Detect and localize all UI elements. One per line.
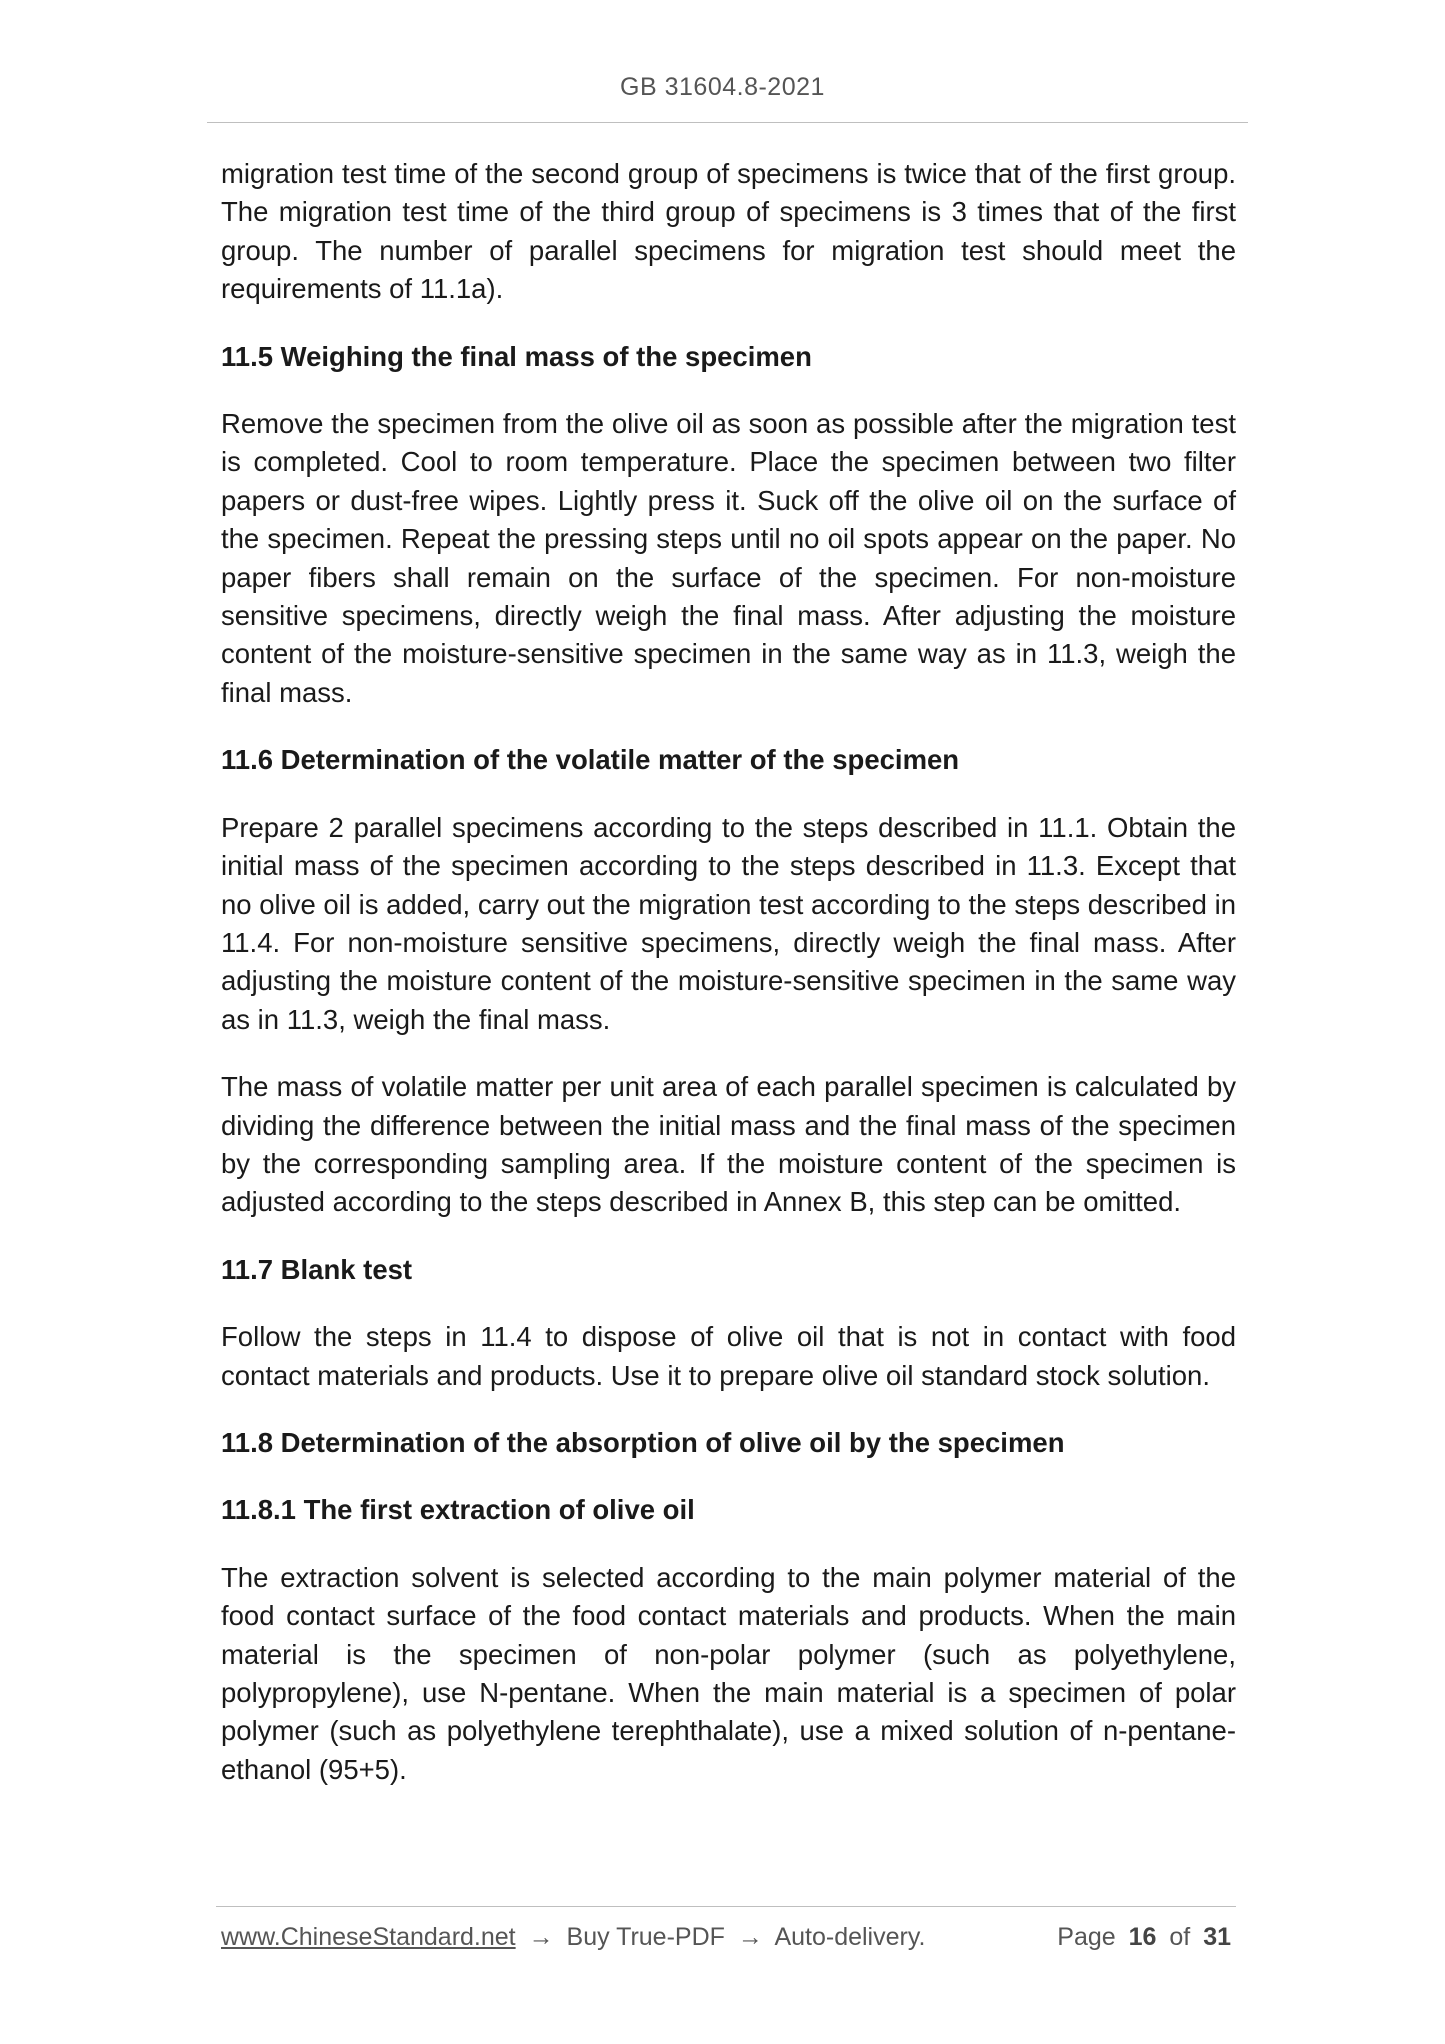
heading-11-8-1: 11.8.1 The first extraction of olive oil	[221, 1494, 695, 1526]
footer-divider	[216, 1906, 1236, 1907]
page-label: Page	[1057, 1923, 1116, 1951]
auto-delivery-text: Auto-delivery.	[774, 1923, 926, 1951]
current-page-number: 16	[1128, 1923, 1157, 1951]
page-footer	[221, 1923, 1231, 1952]
footer-promo	[221, 1923, 925, 1952]
paragraph-blank-test: Follow the steps in 11.4 to dispose of olive oil that is not in contact with food contact materials and products. Use it to prepare olive oil standard stock solution.	[221, 1321, 1236, 1391]
arrow-right-icon: →	[528, 1923, 554, 1951]
heading-11-7: 11.7 Blank test	[221, 1253, 413, 1285]
buy-true-pdf-text: Buy True-PDF	[566, 1923, 725, 1951]
heading-11-6: 11.6 Determination of the volatile matter of the specimen	[221, 744, 960, 776]
arrow-right-icon: →	[737, 1923, 763, 1951]
heading-11-8: 11.8 Determination of the absorption of olive oil by the specimen	[221, 1426, 1065, 1458]
of-label: of	[1169, 1923, 1191, 1951]
paragraph-volatile-prepare: Prepare 2 parallel specimens according to the steps described in 11.1. Obtain the initial mass of the specimen according to the steps described in 11.3. Except that no olive oil is added, carry out the migration test according to the steps described in 11.4. For non-moisture sensitive specimens, directly weigh the final mass. After adjusting the moisture content of the moisture-sensitive specimen in the same way as in 11.3, weigh the final mass.	[221, 811, 1237, 1035]
paragraph-migration-time: migration test time of the second group of specimens is twice that of the first group. The migration test time of the third group of specimens is 3 times that of the first group. The number of parallel specimens for migration test should meet the requirements of 11.1a).	[221, 158, 1236, 305]
paragraph-extraction-solvent: The extraction solvent is selected according to the main polymer material of the food contact surface of the food contact materials and products. When the main material is the specimen of non-polar polymer (such as polyethylene, polypropylene), use N-pentane. When the main material is a specimen of polar polymer (such as polyethylene terephthalate), use a mixed solution of n-pentane-ethanol (95+5).	[221, 1561, 1236, 1785]
paragraph-volatile-calc: The mass of volatile matter per unit area of each parallel specimen is calculated by dividing the difference between the initial mass and the final mass of the specimen by the corresponding sampling area. If the moisture content of the specimen is adjusted according to the steps described in Annex B, this step can be omitted.	[221, 1071, 1236, 1218]
page-indicator	[1051, 1923, 1231, 1952]
website-link[interactable]: www.ChineseStandard.net	[221, 1923, 516, 1951]
header-divider	[207, 122, 1248, 123]
heading-11-5: 11.5 Weighing the final mass of the specimen	[221, 340, 812, 372]
document-header-title: GB 31604.8-2021	[620, 73, 825, 101]
paragraph-final-mass: Remove the specimen from the olive oil as soon as possible after the migration test is completed. Cool to room temperature. Place the specimen between two filter papers or dust-free wipes. Lightly press it. Suck off the olive oil on the surface of the specimen. Repeat the pressing steps until no oil spots appear on the paper. No paper fibers shall remain on the surface of the specimen. For non-moisture sensitive specimens, directly weigh the final mass. After adjusting the moisture content of the moisture-sensitive specimen in the same way as in 11.3, weigh the final mass.	[221, 408, 1236, 708]
total-page-number: 31	[1203, 1923, 1231, 1951]
document-body	[221, 155, 1236, 1818]
